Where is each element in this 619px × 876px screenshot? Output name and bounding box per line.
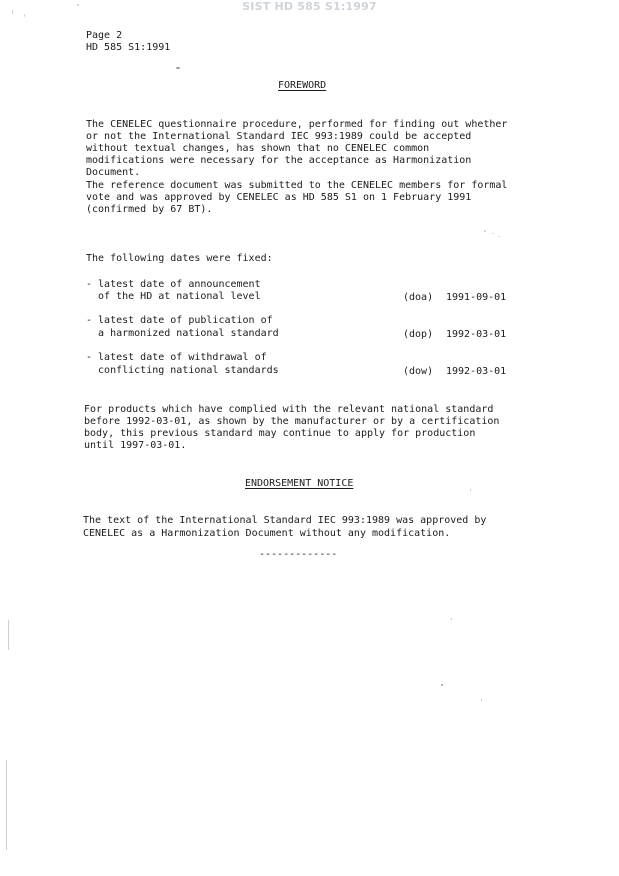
date-item-line: - latest date of withdrawal of [86,352,267,363]
paragraph-line: The text of the International Standard IEC 993:1989 was approved by [83,515,487,526]
paragraph-line: Document. [86,167,141,178]
date-item-line: a harmonized national standard [86,328,279,339]
watermark: SIST HD 585 S1:1997 [242,0,377,13]
paragraph-line: The reference document was submitted to the CENELEC members for formal [86,180,508,191]
date-code: (doa) [403,292,434,303]
scan-speck [470,489,471,491]
paragraph-line: modifications were necessary for the acceptance as Harmonization [86,155,472,166]
scan-speck [77,4,79,6]
end-rule: ------------- [259,549,338,560]
paragraph-line: until 1997-03-01. [84,440,187,451]
scan-speck [451,618,452,620]
paragraph-line: before 1992-03-01, as shown by the manufacturer or by a certification [84,416,500,427]
endorsement-heading: ENDORSEMENT NOTICE [245,478,354,489]
date-item-line: of the HD at national level [86,291,261,302]
scan-speck [24,14,25,17]
scan-edge-mark [6,760,7,850]
date-code: (dop) [403,329,434,340]
date-item-line: - latest date of publication of [86,315,273,326]
scan-edge-mark [8,620,9,650]
paragraph-line: (confirmed by 67 BT). [86,204,213,215]
paragraph-line: body, this previous standard may continue to apply for production [84,428,476,439]
scan-speck [492,233,494,234]
date-item-line: - latest date of announcement [86,279,261,290]
paragraph-line: CENELEC as a Harmonization Document without any modification. [83,528,451,539]
page-label: Page 2 [86,30,123,41]
paragraph-line: vote and was approved by CENELEC as HD 585 S1 on 1 February 1991 [86,192,472,203]
scan-speck [176,67,180,69]
date-code: (dow) [403,366,434,377]
scan-speck [498,236,500,237]
paragraph-line: or not the International Standard IEC 993:1989 could be accepted [86,131,472,142]
scan-speck [441,684,443,686]
scan-speck [481,699,482,701]
foreword-heading: FOREWORD [278,80,327,91]
date-item-line: conflicting national standards [86,365,279,376]
date-value: 1992-03-01 [446,329,507,340]
scan-speck [12,10,13,14]
paragraph-line: The CENELEC questionnaire procedure, performed for finding out whether [86,119,508,130]
date-value: 1991-09-01 [446,292,507,303]
scan-speck [484,230,486,232]
dates-intro: The following dates were fixed: [86,253,273,264]
date-value: 1992-03-01 [446,366,507,377]
paragraph-line: For products which have complied with the relevant national standard [84,404,494,415]
paragraph-line: without textual changes, has shown that no CENELEC common [86,143,430,154]
document-reference: HD 585 S1:1991 [86,42,171,53]
